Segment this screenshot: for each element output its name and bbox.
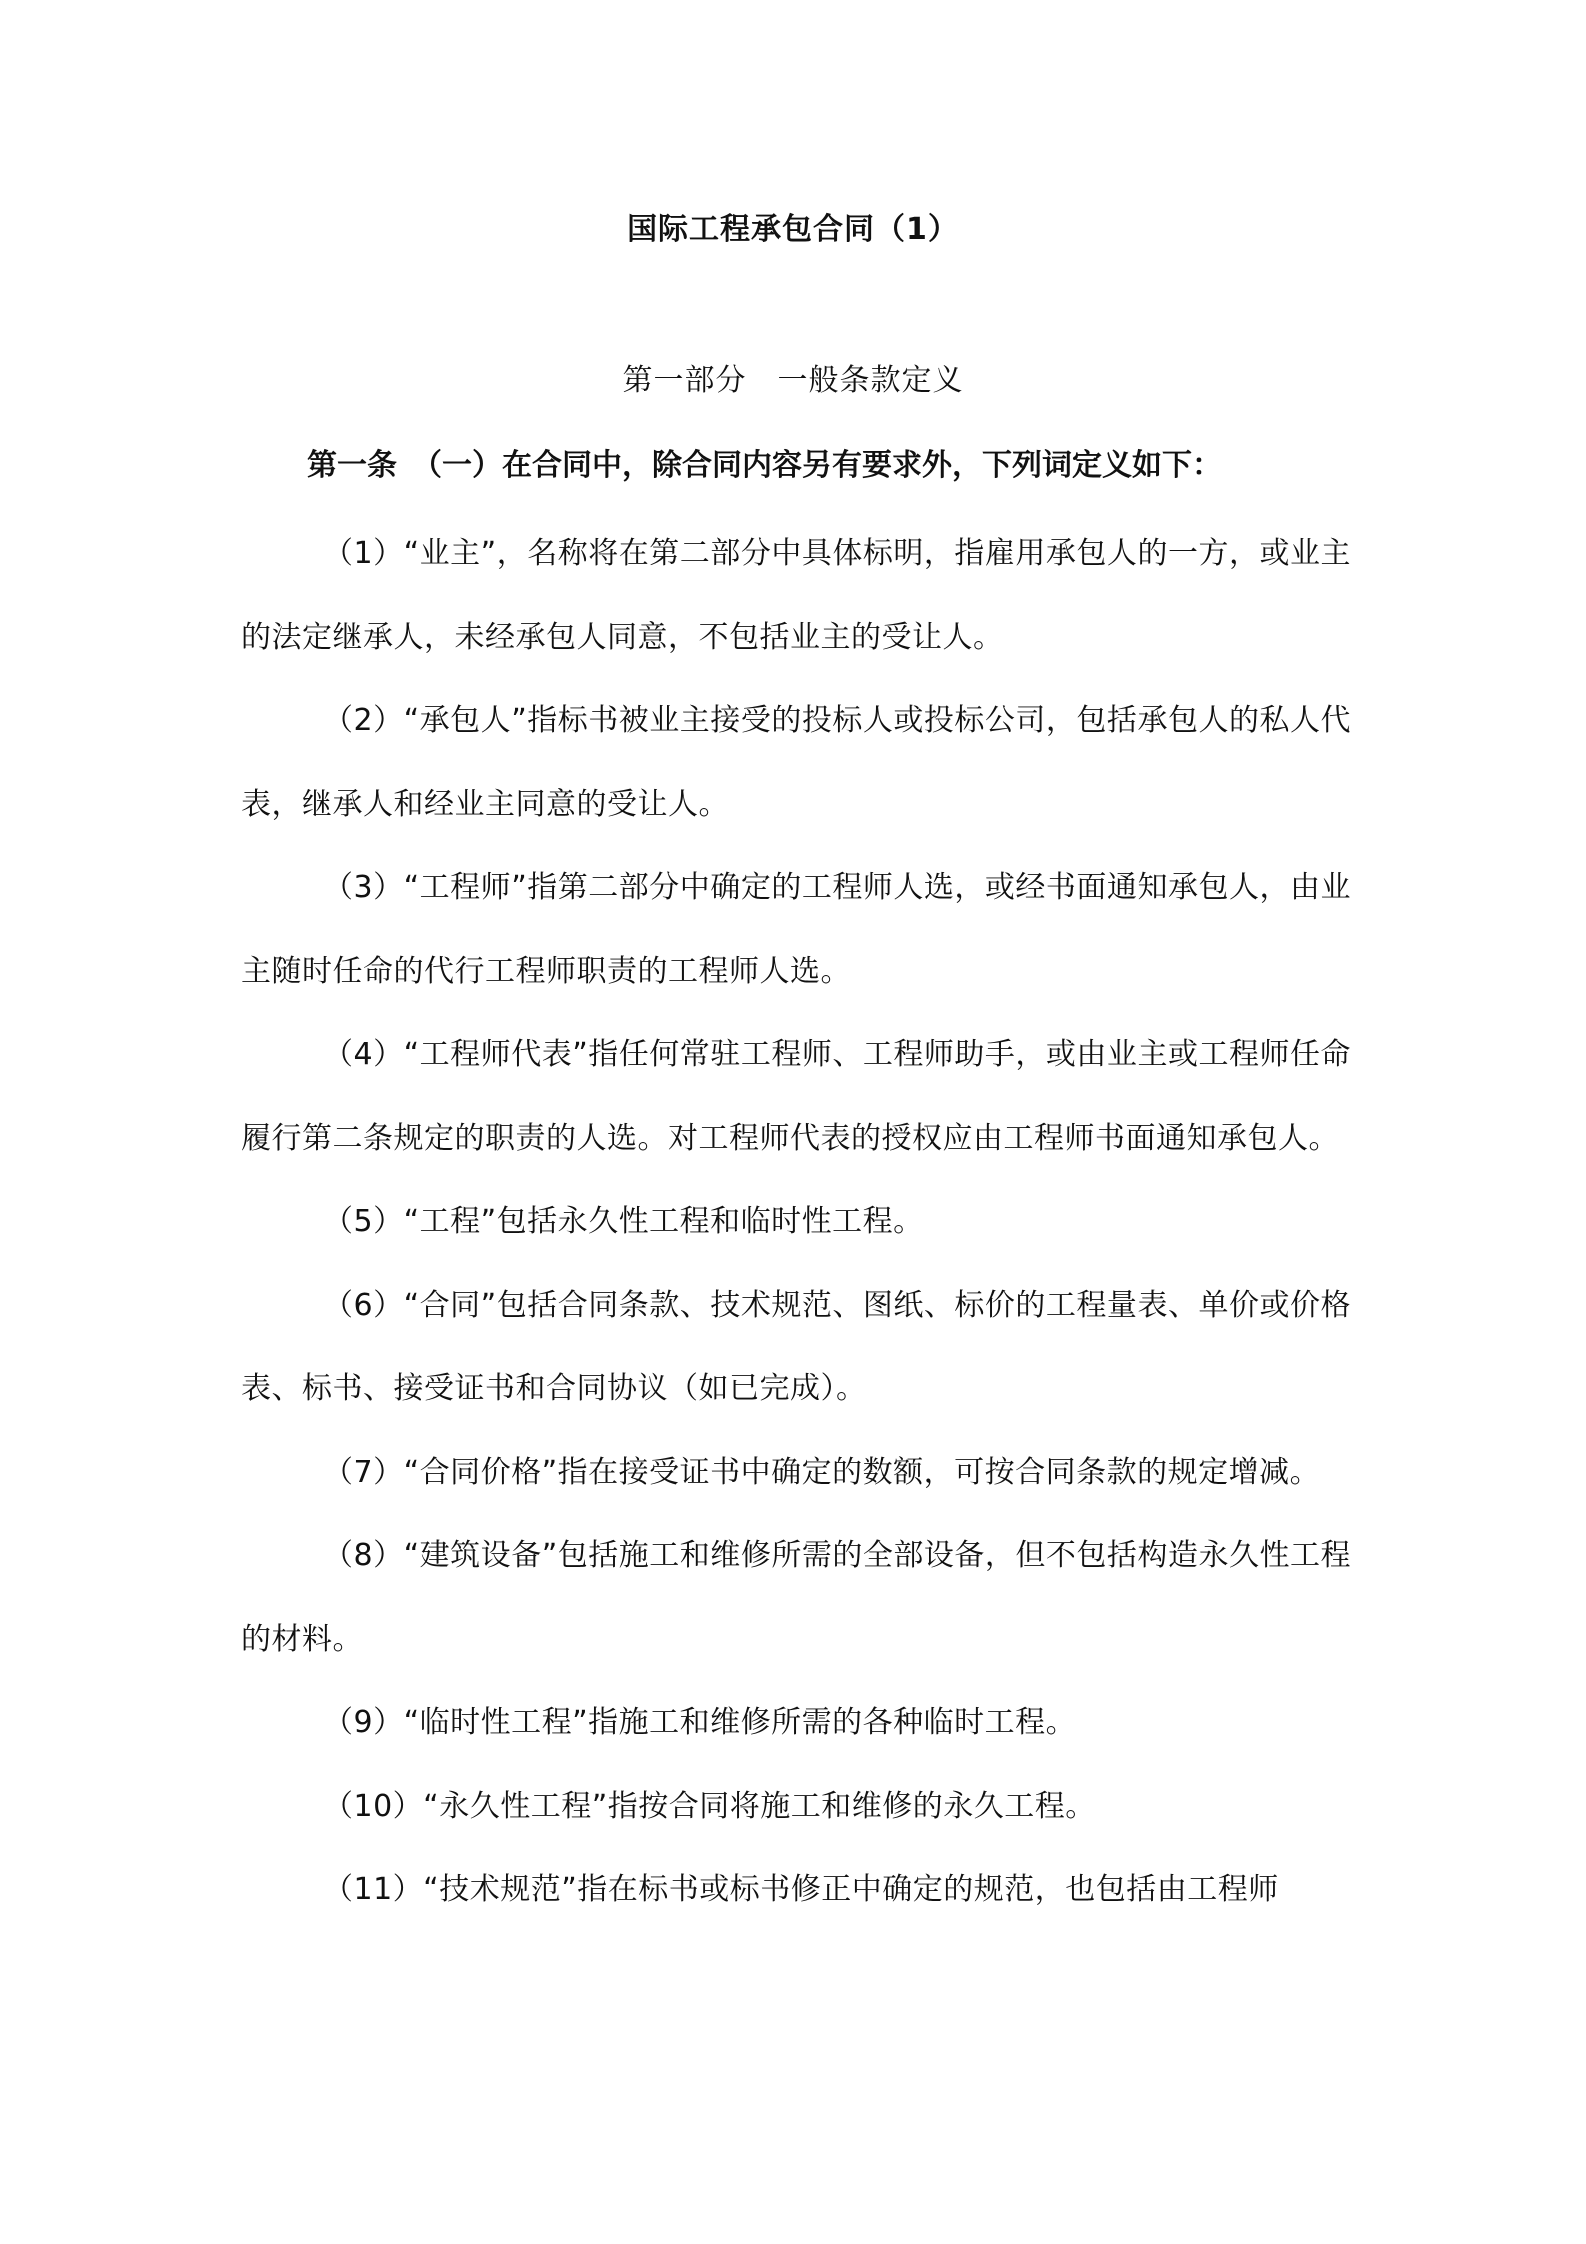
definition-paragraph: （11）“技术规范”指在标书或标书修正中确定的规范，也包括由工程师 [323, 1872, 1279, 1907]
definition-paragraph: （7）“合同价格”指在接受证书中确定的数额，可按合同条款的规定增减。 [323, 1454, 1321, 1490]
definition-paragraph: （10）“永久性工程”指按合同将施工和维修的永久工程。 [323, 1788, 1096, 1824]
document-title: 国际工程承包合同（1） [627, 212, 959, 247]
definition-paragraph: （4）“工程师代表”指任何常驻工程师、工程师助手，或由业主或工程师任命履行第二条规定的职责的人选。对工程师代表的授权应由工程师书面通知承包人。 [241, 1037, 1351, 1156]
definition-paragraph: （6）“合同”包括合同条款、技术规范、图纸、标价的工程量表、单价或价格表、标书、接受证书和合同协议（如已完成）。 [241, 1287, 1351, 1406]
definition-paragraph: （9）“临时性工程”指施工和维修所需的各种临时工程。 [323, 1705, 1077, 1740]
definition-paragraph: （5）“工程”包括永久性工程和临时性工程。 [323, 1204, 924, 1239]
definition-paragraph: （3）“工程师”指第二部分中确定的工程师人选，或经书面通知承包人，由业主随时任命的代行工程师职责的工程师人选。 [241, 870, 1351, 989]
section-heading: 第一部分 一般条款定义 [622, 363, 964, 398]
definition-paragraph: （2）“承包人”指标书被业主接受的投标人或投标公司，包括承包人的私人代表，继承人和经业主同意的受让人。 [241, 703, 1351, 822]
article-heading: 第一条 （一）在合同中，除合同内容另有要求外，下列词定义如下： [307, 448, 1222, 483]
definitions-body [241, 512, 1351, 1932]
definition-paragraph: （8）“建筑设备”包括施工和维修所需的全部设备，但不包括构造永久性工程的材料。 [241, 1538, 1351, 1657]
definition-paragraph: （1）“业主”，名称将在第二部分中具体标明，指雇用承包人的一方，或业主的法定继承人，未经承包人同意，不包括业主的受让人。 [241, 536, 1351, 655]
